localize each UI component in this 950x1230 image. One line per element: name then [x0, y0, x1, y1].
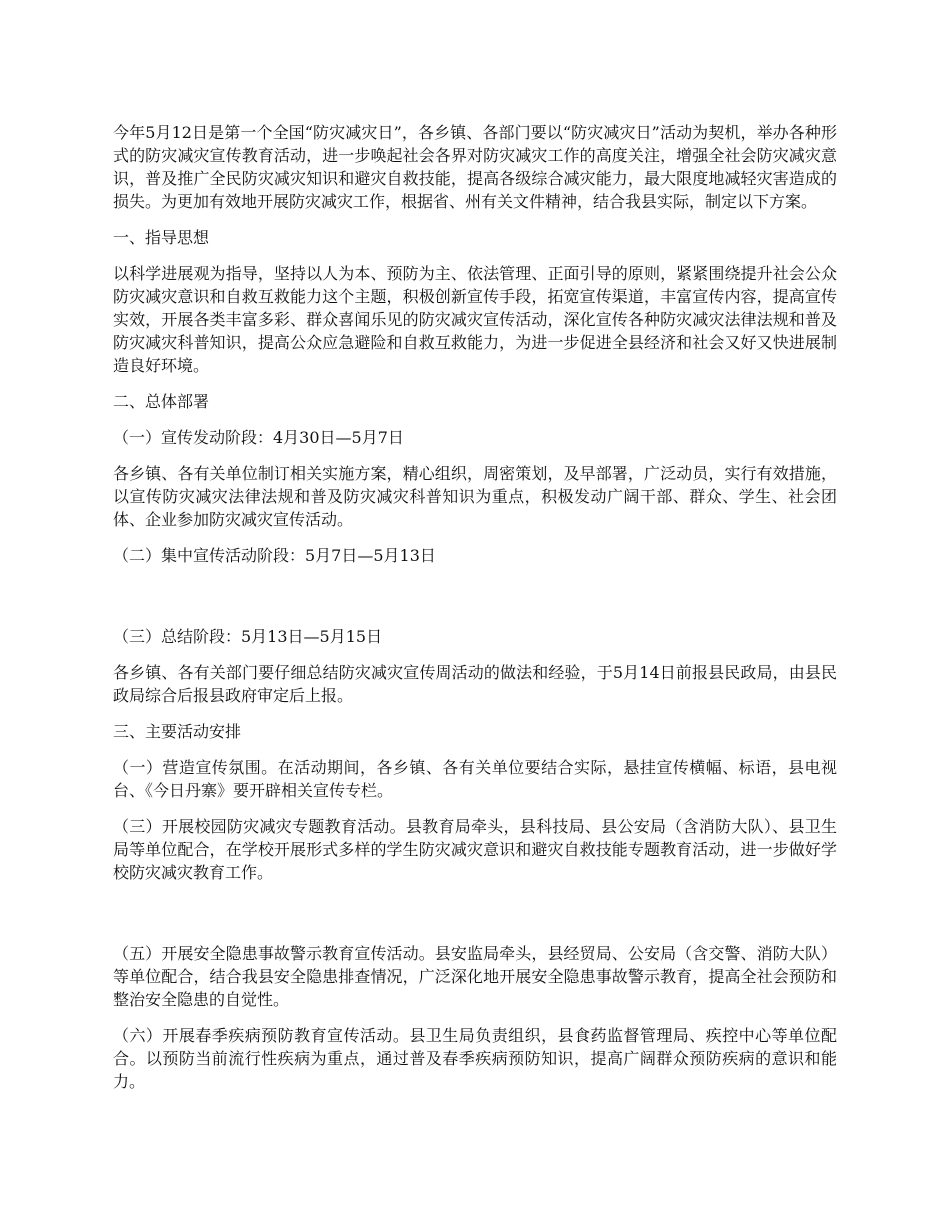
mobilization-paragraph: 各乡镇、各有关单位制订相关实施方案，精心组织，周密策划，及早部署，广泛动员，实行有效措施，以宣传防灾减灾法律法规和普及防灾减灾科普知识为重点，积极发动广阔干部、群众、学生、社会团体、企业参加防灾减灾宣传活动。	[113, 464, 837, 529]
activity-paragraph-5: （五）开展安全隐患事故警示教育宣传活动。县安监局牵头，县经贸局、公安局（含交警、消防大队）等单位配合，结合我县安全隐患排查情况，广泛深化地开展安全隐患事故警示教育，提高全社会预防和整治安全隐患的自觉性。	[113, 944, 837, 1009]
summary-paragraph: 各乡镇、各有关部门要仔细总结防灾减灾宣传周活动的做法和经验，于5月14日前报县民政局，由县民政局综合后报县政府审定后上报。	[113, 663, 837, 705]
document-page	[113, 121, 837, 1093]
intro-paragraph: 今年5月12日是第一个全国“防灾减灾日”，各乡镇、各部门要以“防灾减灾日”活动为契机，举办各种形式的防灾减灾宣传教育活动，进一步唤起社会各界对防灾减灾工作的高度关注，增强全社会防灾减灾意识，普及推广全民防灾减灾知识和避灾自救技能，提高各级综合减灾能力，最大限度地减轻灾害造成的损失。为更加有效地开展防灾减灾工作，根据省、州有关文件精神，结合我县实际，制定以下方案。	[113, 123, 837, 211]
activity-paragraph-1: （一）营造宣传氛围。在活动期间，各乡镇、各有关单位要结合实际，悬挂宣传横幅、标语，县电视台、《今日丹寨》要开辟相关宣传专栏。	[113, 758, 837, 800]
stage-heading-summary: （三）总结阶段：5月13日—5月15日	[113, 627, 383, 646]
section-heading-guiding-ideology: 一、指导思想	[113, 228, 210, 247]
guiding-ideology-paragraph: 以科学进展观为指导，坚持以人为本、预防为主、依法管理、正面引导的原则，紧紧围绕提升社会公众防灾减灾意识和自救互救能力这个主题，积极创新宣传手段，拓宽宣传渠道，丰富宣传内容，提高宣传实效，开展各类丰富多彩、群众喜闻乐见的防灾减灾宣传活动，深化宣传各种防灾减灾法律法规和普及防灾减灾科普知识，提高公众应急避险和自救互救能力，为进一步促进全县经济和社会又好又快进展制造良好环境。	[113, 264, 837, 375]
section-heading-main-activities: 三、主要活动安排	[113, 722, 242, 741]
stage-heading-concentrated-publicity: （二）集中宣传活动阶段：5月7日—5月13日	[113, 546, 436, 565]
stage-heading-mobilization: （一）宣传发动阶段：4月30日—5月7日	[113, 428, 404, 447]
activity-paragraph-6: （六）开展春季疾病预防教育宣传活动。县卫生局负责组织，县食药监督管理局、疾控中心等单位配合。以预防当前流行性疾病为重点，通过普及春季疾病预防知识，提高广阔群众预防疾病的意识和能力。	[113, 1026, 837, 1091]
section-heading-overall-deployment: 二、总体部署	[113, 392, 210, 411]
activity-paragraph-3: （三）开展校园防灾减灾专题教育活动。县教育局牵头，县科技局、县公安局（含消防大队）、县卫生局等单位配合，在学校开展形式多样的学生防灾减灾意识和避灾自救技能专题教育活动，进一步做好学校防灾减灾教育工作。	[113, 817, 837, 882]
